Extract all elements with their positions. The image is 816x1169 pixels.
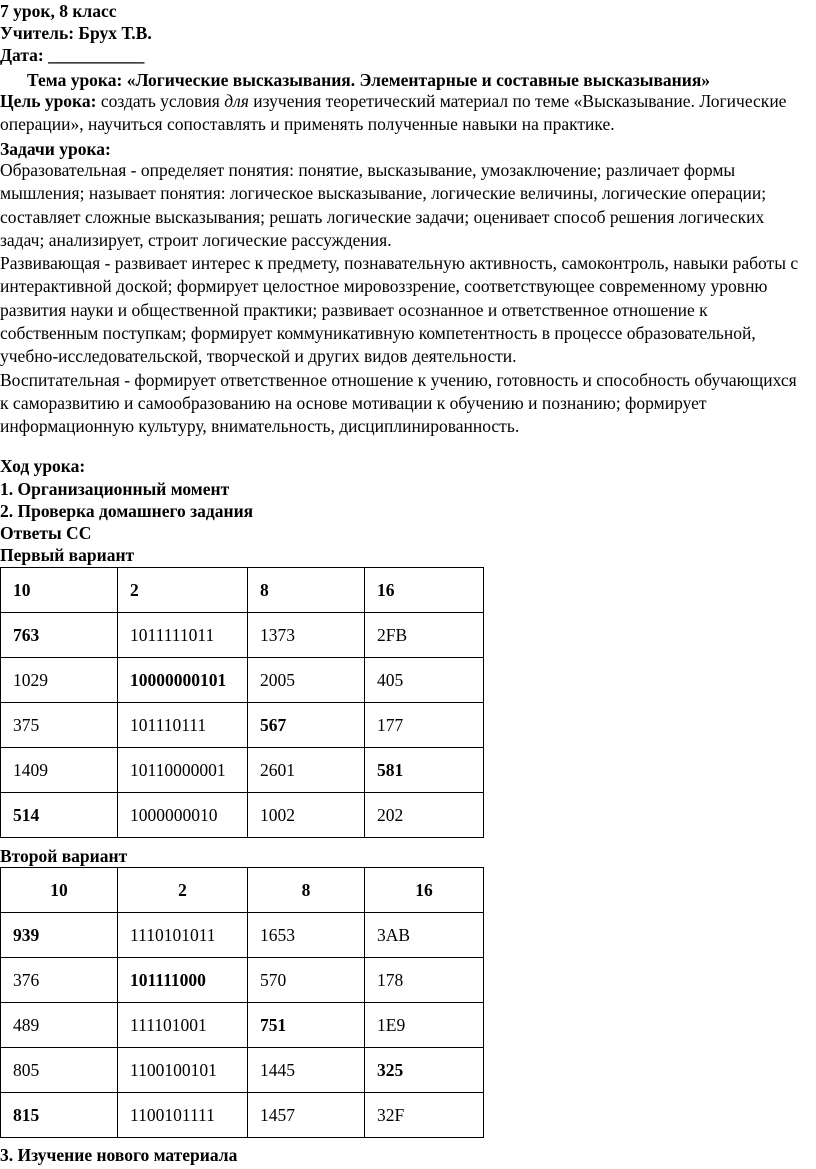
- table-cell: 375: [1, 703, 118, 748]
- table-cell: 939: [1, 913, 118, 958]
- table-header-row: [1, 568, 484, 613]
- table-row: [1, 958, 484, 1003]
- table-cell: 1653: [248, 913, 365, 958]
- table-cell: 1002: [248, 793, 365, 838]
- variant-1-table: [0, 567, 484, 838]
- table-cell: 325: [365, 1048, 484, 1093]
- tasks-title: Задачи урока:: [0, 139, 111, 159]
- goal-text-before: создать условия: [96, 91, 225, 111]
- header-cell: 8: [248, 868, 365, 913]
- step-2: 2. Проверка домашнего задания: [0, 501, 254, 521]
- step-3: 3. Изучение нового материала: [0, 1145, 238, 1165]
- table-row: [1, 1093, 484, 1138]
- lesson-topic: Тема урока: «Логические высказывания. Элементарные и составные высказывания»: [27, 70, 711, 90]
- table-cell: 489: [1, 1003, 118, 1048]
- step-1: 1. Организационный момент: [0, 479, 230, 499]
- table-cell: 178: [365, 958, 484, 1003]
- variant-2-title: Второй вариант: [0, 846, 128, 866]
- table-cell: 514: [1, 793, 118, 838]
- table-row: [1, 793, 484, 838]
- table-cell: 751: [248, 1003, 365, 1048]
- table-row: [1, 748, 484, 793]
- table-cell: 815: [1, 1093, 118, 1138]
- table-cell: 1E9: [365, 1003, 484, 1048]
- header-cell: 16: [365, 868, 484, 913]
- table-cell: 763: [1, 613, 118, 658]
- table-cell: 1000000010: [118, 793, 248, 838]
- table-cell: 101111000: [118, 958, 248, 1003]
- table-cell: 1445: [248, 1048, 365, 1093]
- table-cell: 1100101111: [118, 1093, 248, 1138]
- table-cell: 1011111011: [118, 613, 248, 658]
- table-cell: 10000000101: [118, 658, 248, 703]
- table-row: [1, 913, 484, 958]
- table-row: [1, 658, 484, 703]
- header-cell: 16: [365, 568, 484, 613]
- header-cell: 8: [248, 568, 365, 613]
- table-cell: 1100100101: [118, 1048, 248, 1093]
- table-cell: 1457: [248, 1093, 365, 1138]
- goal-label: Цель урока:: [0, 91, 97, 111]
- table-cell: 101110111: [118, 703, 248, 748]
- header-cell: 10: [1, 868, 118, 913]
- table-cell: 32F: [365, 1093, 484, 1138]
- lesson-goal: [0, 90, 800, 137]
- table-cell: 202: [365, 793, 484, 838]
- table-cell: 1409: [1, 748, 118, 793]
- table-cell: 805: [1, 1048, 118, 1093]
- header-cell: 2: [118, 568, 248, 613]
- goal-text-italic: для: [224, 91, 249, 111]
- table-cell: 2005: [248, 658, 365, 703]
- tasks-body: [0, 159, 800, 439]
- date-line: Дата: ___________: [0, 45, 145, 65]
- teacher-line: Учитель: Брух Т.В.: [0, 23, 152, 43]
- variant-2-table: [0, 867, 484, 1138]
- course-title: Ход урока:: [0, 456, 86, 476]
- task-developmental: Развивающая - развивает интерес к предмету, познавательную активность, самоконтроль, навыки работы с интерактивной доской; формирует целостное мировоззрение, соответствующее современному уровню развития науки и общественной практики; развивает осознанное и ответственное отношение к собственным поступкам; формирует коммуникативную компетентность в процессе образовательной, учебно-исследовательской, творческой и других видов деятельности.: [0, 253, 799, 367]
- table-cell: 567: [248, 703, 365, 748]
- table-row: [1, 1048, 484, 1093]
- variant-1-title: Первый вариант: [0, 545, 135, 565]
- table-cell: 177: [365, 703, 484, 748]
- table-cell: 3AB: [365, 913, 484, 958]
- table-cell: 405: [365, 658, 484, 703]
- table-header-row: [1, 868, 484, 913]
- lesson-line: 7 урок, 8 класс: [0, 1, 117, 21]
- table-row: [1, 1003, 484, 1048]
- header-cell: 2: [118, 868, 248, 913]
- table-row: [1, 613, 484, 658]
- table-cell: 1373: [248, 613, 365, 658]
- table-cell: 2601: [248, 748, 365, 793]
- answers-heading: Ответы СС: [0, 523, 92, 543]
- table-row: [1, 703, 484, 748]
- table-cell: 376: [1, 958, 118, 1003]
- header-cell: 10: [1, 568, 118, 613]
- table-cell: 111101001: [118, 1003, 248, 1048]
- table-cell: 581: [365, 748, 484, 793]
- table-cell: 10110000001: [118, 748, 248, 793]
- table-cell: 1110101011: [118, 913, 248, 958]
- table-cell: 570: [248, 958, 365, 1003]
- table-cell: 2FB: [365, 613, 484, 658]
- task-educational: Образовательная - определяет понятия: понятие, высказывание, умозаключение; различает формы мышления; называет понятия: логическое высказывание, логические величины, логические операции; составляет сложные высказывания; решать логические задачи; оценивает способ решения логических задач; анализирует, строит логические рассуждения.: [0, 160, 767, 250]
- task-upbringing: Воспитательная - формирует ответственное отношение к учению, готовность и способность обучающихся к саморазвитию и самообразованию на основе мотивации к обучению и познанию; формирует информационную культуру, внимательность, дисциплинированность.: [0, 369, 797, 437]
- goal-text-after: изучения теоретический материал по теме «Высказывание. Логические операции», научиться сопоставлять и применять полученные навыки на практике.: [0, 91, 787, 135]
- table-cell: 1029: [1, 658, 118, 703]
